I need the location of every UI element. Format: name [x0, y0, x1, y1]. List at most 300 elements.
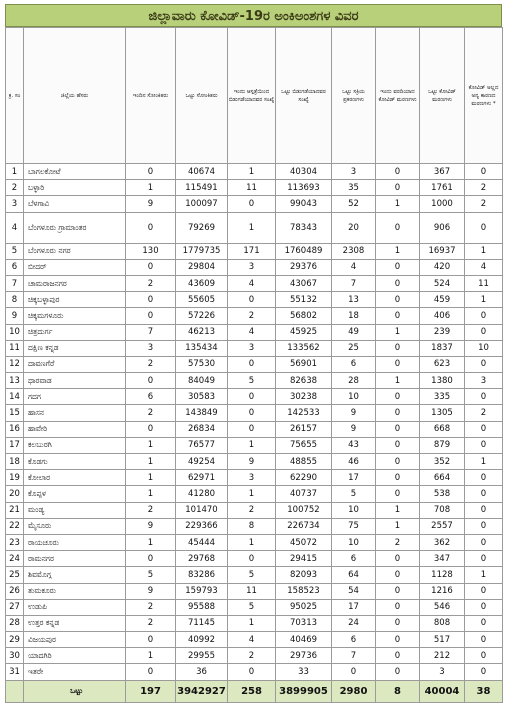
cell-today-discharged: 2: [228, 502, 276, 518]
cell-today-infected: 130: [126, 243, 176, 259]
cell-today-infected: 0: [126, 373, 176, 389]
cell-serial: 12: [6, 356, 24, 372]
cell-active-cases: 10: [332, 389, 376, 405]
cell-today-infected: 6: [126, 389, 176, 405]
cell-total-deaths: 1216: [420, 583, 465, 599]
cell-total-discharged: 62290: [276, 470, 332, 486]
cell-district: ಚಿಕ್ಕಮಗಳೂರು: [24, 308, 126, 324]
cell-serial: 15: [6, 405, 24, 421]
cell-today-infected: 0: [126, 164, 176, 180]
cell-total-infected: 40674: [176, 164, 228, 180]
total-total-deaths: 40004: [420, 680, 465, 702]
cell-total-infected: 29955: [176, 648, 228, 664]
cell-today-discharged: 0: [228, 292, 276, 308]
cell-total-discharged: 48855: [276, 454, 332, 470]
header-row: [6, 28, 503, 164]
cell-district: ಕಲಬುರಗಿ: [24, 437, 126, 453]
cell-serial: 30: [6, 648, 24, 664]
cell-today-discharged: 1: [228, 534, 276, 550]
total-total-discharged: 3899905: [276, 680, 332, 702]
cell-today-discharged: 0: [228, 551, 276, 567]
table-row: [6, 470, 503, 486]
cell-total-discharged: 29376: [276, 259, 332, 275]
cell-active-cases: 4: [332, 259, 376, 275]
cell-active-cases: 17: [332, 470, 376, 486]
table-row: [6, 615, 503, 631]
cell-today-infected: 0: [126, 292, 176, 308]
cell-today-deaths: 0: [376, 308, 420, 324]
total-active-cases: 2980: [332, 680, 376, 702]
cell-district: ದಕ್ಷಿಣ ಕನ್ನಡ: [24, 340, 126, 356]
cell-total-deaths: 420: [420, 259, 465, 275]
cell-today-infected: 1: [126, 454, 176, 470]
cell-active-cases: 49: [332, 324, 376, 340]
cell-district: ಬೀದರ್: [24, 259, 126, 275]
cell-today-infected: 0: [126, 308, 176, 324]
cell-total-deaths: 546: [420, 599, 465, 615]
cell-total-discharged: 113693: [276, 180, 332, 196]
cell-active-cases: 9: [332, 421, 376, 437]
cell-total-infected: 135434: [176, 340, 228, 356]
table-row: [6, 421, 503, 437]
cell-today-discharged: 0: [228, 405, 276, 421]
header-serial: ಕ್ರ. ಸಂ: [6, 28, 24, 164]
total-today-deaths: 8: [376, 680, 420, 702]
cell-district: ಬಾಗಲಕೋಟೆ: [24, 164, 126, 180]
cell-total-infected: 57530: [176, 356, 228, 372]
cell-non-covid-deaths: 2: [465, 180, 503, 196]
total-non-covid-deaths: 38: [465, 680, 503, 702]
cell-total-deaths: 362: [420, 534, 465, 550]
cell-total-deaths: 3: [420, 664, 465, 680]
cell-total-deaths: 1128: [420, 567, 465, 583]
cell-total-deaths: 367: [420, 164, 465, 180]
cell-today-infected: 1: [126, 437, 176, 453]
cell-total-infected: 57226: [176, 308, 228, 324]
cell-total-discharged: 158523: [276, 583, 332, 599]
total-district: ಒಟ್ಟು: [24, 680, 126, 702]
cell-non-covid-deaths: 2: [465, 405, 503, 421]
cell-active-cases: 6: [332, 551, 376, 567]
cell-active-cases: 7: [332, 648, 376, 664]
cell-active-cases: 25: [332, 340, 376, 356]
cell-non-covid-deaths: 0: [465, 615, 503, 631]
cell-total-discharged: 43067: [276, 275, 332, 291]
cell-active-cases: 54: [332, 583, 376, 599]
cell-today-infected: 2: [126, 502, 176, 518]
cell-today-deaths: 0: [376, 583, 420, 599]
cell-today-deaths: 0: [376, 664, 420, 680]
cell-active-cases: 75: [332, 518, 376, 534]
cell-serial: 31: [6, 664, 24, 680]
table-row: [6, 259, 503, 275]
cell-total-infected: 46213: [176, 324, 228, 340]
cell-total-discharged: 226734: [276, 518, 332, 534]
cell-active-cases: 3: [332, 164, 376, 180]
cell-total-discharged: 99043: [276, 196, 332, 212]
cell-total-infected: 29768: [176, 551, 228, 567]
cell-total-discharged: 40304: [276, 164, 332, 180]
cell-non-covid-deaths: 2: [465, 196, 503, 212]
cell-today-deaths: 0: [376, 599, 420, 615]
cell-today-discharged: 2: [228, 308, 276, 324]
cell-today-deaths: 0: [376, 259, 420, 275]
cell-total-deaths: 239: [420, 324, 465, 340]
cell-non-covid-deaths: 0: [465, 470, 503, 486]
cell-active-cases: 10: [332, 502, 376, 518]
cell-total-deaths: 347: [420, 551, 465, 567]
cell-district: ಇತರೇ: [24, 664, 126, 680]
header-today-infected: ಇಂದಿನ ಸೋಂಕಿತರು: [126, 28, 176, 164]
cell-total-deaths: 708: [420, 502, 465, 518]
table-row: [6, 324, 503, 340]
cell-today-discharged: 1: [228, 615, 276, 631]
cell-district: ಮೈಸೂರು: [24, 518, 126, 534]
cell-total-infected: 40992: [176, 632, 228, 648]
cell-today-infected: 9: [126, 196, 176, 212]
table-title: ಜಿಲ್ಲಾವಾರು ಕೋವಿಡ್-19ರ ಅಂಕಿಅಂಶಗಳ ವಿವರ: [5, 4, 502, 27]
cell-non-covid-deaths: 1: [465, 567, 503, 583]
cell-today-deaths: 0: [376, 180, 420, 196]
cell-today-deaths: 0: [376, 437, 420, 453]
cell-total-discharged: 29415: [276, 551, 332, 567]
cell-serial: 24: [6, 551, 24, 567]
cell-today-infected: 2: [126, 615, 176, 631]
cell-non-covid-deaths: 0: [465, 212, 503, 243]
cell-total-infected: 45444: [176, 534, 228, 550]
cell-district: ಹಾಸನ: [24, 405, 126, 421]
total-total-infected: 3942927: [176, 680, 228, 702]
cell-district: ಚಿಕ್ಕಬಳ್ಳಾಪುರ: [24, 292, 126, 308]
cell-active-cases: 6: [332, 632, 376, 648]
header-non-covid-deaths: ಕೋವಿಡ್ ಅಲ್ಲದ ಅನ್ಯ ಕಾರಣದ ಮರಣಗಳು *: [465, 28, 503, 164]
cell-today-discharged: 1: [228, 212, 276, 243]
cell-total-discharged: 95025: [276, 599, 332, 615]
cell-total-deaths: 664: [420, 470, 465, 486]
cell-today-deaths: 0: [376, 164, 420, 180]
cell-today-deaths: 1: [376, 243, 420, 259]
table-row: [6, 212, 503, 243]
cell-today-deaths: 0: [376, 551, 420, 567]
table-row: [6, 648, 503, 664]
cell-total-infected: 84049: [176, 373, 228, 389]
cell-total-infected: 76577: [176, 437, 228, 453]
cell-non-covid-deaths: 3: [465, 373, 503, 389]
cell-non-covid-deaths: 0: [465, 502, 503, 518]
cell-total-discharged: 56802: [276, 308, 332, 324]
table-row: [6, 599, 503, 615]
cell-today-deaths: 0: [376, 275, 420, 291]
cell-today-infected: 1: [126, 180, 176, 196]
cell-today-discharged: 9: [228, 454, 276, 470]
cell-total-discharged: 70313: [276, 615, 332, 631]
cell-active-cases: 35: [332, 180, 376, 196]
cell-active-cases: 52: [332, 196, 376, 212]
cell-serial: 19: [6, 470, 24, 486]
cell-active-cases: 2308: [332, 243, 376, 259]
table-row: [6, 180, 503, 196]
cell-today-infected: 0: [126, 551, 176, 567]
cell-total-infected: 83286: [176, 567, 228, 583]
cell-today-deaths: 0: [376, 212, 420, 243]
cell-total-deaths: 2557: [420, 518, 465, 534]
cell-today-deaths: 1: [376, 373, 420, 389]
cell-active-cases: 0: [332, 664, 376, 680]
cell-serial: 20: [6, 486, 24, 502]
total-serial: [6, 680, 24, 702]
cell-total-deaths: 879: [420, 437, 465, 453]
cell-serial: 27: [6, 599, 24, 615]
cell-total-infected: 115491: [176, 180, 228, 196]
cell-today-discharged: 0: [228, 664, 276, 680]
cell-serial: 5: [6, 243, 24, 259]
cell-today-infected: 0: [126, 212, 176, 243]
cell-non-covid-deaths: 0: [465, 599, 503, 615]
cell-today-discharged: 4: [228, 632, 276, 648]
cell-today-deaths: 0: [376, 470, 420, 486]
cell-today-discharged: 2: [228, 648, 276, 664]
table-row: [6, 437, 503, 453]
cell-total-infected: 55605: [176, 292, 228, 308]
table-row: [6, 308, 503, 324]
header-total-discharged: ಒಟ್ಟು ಬಿಡುಗಡೆಯಾದವರ ಸಂಖ್ಯೆ: [276, 28, 332, 164]
table-row: [6, 292, 503, 308]
cell-district: ಶಿವಮೊಗ್ಗ: [24, 567, 126, 583]
cell-today-discharged: 8: [228, 518, 276, 534]
cell-active-cases: 46: [332, 454, 376, 470]
cell-today-deaths: 1: [376, 518, 420, 534]
cell-non-covid-deaths: 1: [465, 243, 503, 259]
cell-serial: 14: [6, 389, 24, 405]
cell-total-discharged: 78343: [276, 212, 332, 243]
cell-total-infected: 100097: [176, 196, 228, 212]
cell-total-deaths: 1000: [420, 196, 465, 212]
cell-district: ಬಳ್ಳಾರಿ: [24, 180, 126, 196]
cell-total-deaths: 623: [420, 356, 465, 372]
cell-total-infected: 49254: [176, 454, 228, 470]
cell-today-infected: 2: [126, 405, 176, 421]
table-row: [6, 164, 503, 180]
cell-serial: 6: [6, 259, 24, 275]
cell-active-cases: 17: [332, 599, 376, 615]
table-row: [6, 356, 503, 372]
cell-active-cases: 20: [332, 212, 376, 243]
cell-district: ಬೆಂಗಳೂರು ಗ್ರಾಮಾಂತರ: [24, 212, 126, 243]
cell-today-discharged: 1: [228, 486, 276, 502]
table-row: [6, 583, 503, 599]
cell-serial: 4: [6, 212, 24, 243]
cell-district: ಹಾವೇರಿ: [24, 421, 126, 437]
cell-today-deaths: 0: [376, 405, 420, 421]
cell-active-cases: 6: [332, 356, 376, 372]
cell-serial: 13: [6, 373, 24, 389]
cell-non-covid-deaths: 0: [465, 324, 503, 340]
cell-total-discharged: 1760489: [276, 243, 332, 259]
cell-active-cases: 10: [332, 534, 376, 550]
cell-today-infected: 7: [126, 324, 176, 340]
cell-today-infected: 0: [126, 632, 176, 648]
cell-district: ಗದಗ: [24, 389, 126, 405]
cell-today-discharged: 4: [228, 275, 276, 291]
cell-active-cases: 43: [332, 437, 376, 453]
cell-total-infected: 1779735: [176, 243, 228, 259]
cell-district: ಕೊಪ್ಪಳ: [24, 486, 126, 502]
cell-active-cases: 9: [332, 405, 376, 421]
cell-today-discharged: 5: [228, 567, 276, 583]
cell-serial: 7: [6, 275, 24, 291]
cell-serial: 21: [6, 502, 24, 518]
cell-today-deaths: 0: [376, 648, 420, 664]
cell-today-discharged: 171: [228, 243, 276, 259]
cell-total-deaths: 459: [420, 292, 465, 308]
cell-active-cases: 13: [332, 292, 376, 308]
cell-non-covid-deaths: 1: [465, 292, 503, 308]
cell-today-deaths: 0: [376, 632, 420, 648]
cell-total-deaths: 1380: [420, 373, 465, 389]
cell-today-deaths: 0: [376, 567, 420, 583]
cell-total-infected: 159793: [176, 583, 228, 599]
table-row: [6, 389, 503, 405]
district-stats-table: [5, 27, 503, 703]
cell-total-infected: 101470: [176, 502, 228, 518]
cell-non-covid-deaths: 10: [465, 340, 503, 356]
cell-serial: 23: [6, 534, 24, 550]
cell-serial: 2: [6, 180, 24, 196]
cell-today-deaths: 1: [376, 324, 420, 340]
cell-today-deaths: 0: [376, 486, 420, 502]
cell-total-discharged: 40737: [276, 486, 332, 502]
cell-non-covid-deaths: 0: [465, 356, 503, 372]
cell-today-discharged: 5: [228, 599, 276, 615]
cell-total-deaths: 406: [420, 308, 465, 324]
cell-district: ರಾಯಚೂರು: [24, 534, 126, 550]
cell-total-infected: 79269: [176, 212, 228, 243]
table-row: [6, 551, 503, 567]
cell-active-cases: 7: [332, 275, 376, 291]
cell-district: ಉಡುಪಿ: [24, 599, 126, 615]
cell-today-deaths: 0: [376, 389, 420, 405]
cell-district: ಚಾಮರಾಜನಗರ: [24, 275, 126, 291]
cell-today-discharged: 4: [228, 324, 276, 340]
table-row: [6, 632, 503, 648]
header-active-cases: ಒಟ್ಟು ಸಕ್ರಿಯ ಪ್ರಕರಣಗಳು: [332, 28, 376, 164]
table-row: [6, 196, 503, 212]
cell-today-infected: 1: [126, 534, 176, 550]
cell-total-deaths: 1761: [420, 180, 465, 196]
cell-total-deaths: 517: [420, 632, 465, 648]
cell-serial: 18: [6, 454, 24, 470]
cell-serial: 3: [6, 196, 24, 212]
cell-today-infected: 3: [126, 340, 176, 356]
cell-today-infected: 1: [126, 486, 176, 502]
table-row: [6, 340, 503, 356]
cell-today-infected: 9: [126, 583, 176, 599]
cell-today-discharged: 5: [228, 373, 276, 389]
header-total-infected: ಒಟ್ಟು ಸೋಂಕಿತರು: [176, 28, 228, 164]
cell-today-deaths: 0: [376, 454, 420, 470]
header-total-deaths: ಒಟ್ಟು ಕೋವಿಡ್ ಮರಣಗಳು: [420, 28, 465, 164]
covid-stats-sheet: [5, 4, 502, 703]
cell-district: ಉತ್ತರ ಕನ್ನಡ: [24, 615, 126, 631]
cell-today-infected: 2: [126, 356, 176, 372]
cell-non-covid-deaths: 0: [465, 389, 503, 405]
cell-total-discharged: 142533: [276, 405, 332, 421]
header-district: ಜಿಲ್ಲೆಯ ಹೆಸರು: [24, 28, 126, 164]
cell-active-cases: 24: [332, 615, 376, 631]
cell-total-discharged: 75655: [276, 437, 332, 453]
cell-non-covid-deaths: 0: [465, 164, 503, 180]
cell-non-covid-deaths: 0: [465, 486, 503, 502]
cell-serial: 16: [6, 421, 24, 437]
table-row: [6, 373, 503, 389]
cell-non-covid-deaths: 0: [465, 518, 503, 534]
cell-non-covid-deaths: 0: [465, 437, 503, 453]
cell-total-deaths: 16937: [420, 243, 465, 259]
table-row: [6, 486, 503, 502]
cell-today-deaths: 0: [376, 615, 420, 631]
cell-total-discharged: 40469: [276, 632, 332, 648]
cell-total-deaths: 335: [420, 389, 465, 405]
cell-today-deaths: 0: [376, 292, 420, 308]
cell-serial: 25: [6, 567, 24, 583]
cell-today-infected: 1: [126, 470, 176, 486]
total-today-discharged: 258: [228, 680, 276, 702]
cell-total-deaths: 906: [420, 212, 465, 243]
cell-today-infected: 0: [126, 664, 176, 680]
cell-district: ಕೋಲಾರ: [24, 470, 126, 486]
cell-serial: 17: [6, 437, 24, 453]
cell-district: ತುಮಕೂರು: [24, 583, 126, 599]
cell-total-deaths: 1305: [420, 405, 465, 421]
cell-non-covid-deaths: 0: [465, 664, 503, 680]
cell-today-infected: 0: [126, 259, 176, 275]
table-row: [6, 405, 503, 421]
header-today-deaths: ಇಂದು ವರದಿಯಾದ ಕೋವಿಡ್ ಮರಣಗಳು: [376, 28, 420, 164]
cell-active-cases: 64: [332, 567, 376, 583]
cell-total-infected: 62971: [176, 470, 228, 486]
cell-district: ಚಿತ್ರದುರ್ಗ: [24, 324, 126, 340]
cell-serial: 8: [6, 292, 24, 308]
cell-today-discharged: 3: [228, 259, 276, 275]
table-body: [6, 164, 503, 703]
cell-today-discharged: 3: [228, 340, 276, 356]
cell-non-covid-deaths: 0: [465, 551, 503, 567]
cell-non-covid-deaths: 0: [465, 534, 503, 550]
cell-non-covid-deaths: 0: [465, 583, 503, 599]
cell-total-infected: 30583: [176, 389, 228, 405]
cell-non-covid-deaths: 0: [465, 308, 503, 324]
table-row: [6, 275, 503, 291]
cell-total-deaths: 352: [420, 454, 465, 470]
cell-today-deaths: 2: [376, 534, 420, 550]
cell-serial: 1: [6, 164, 24, 180]
cell-total-infected: 143849: [176, 405, 228, 421]
cell-today-deaths: 0: [376, 356, 420, 372]
cell-total-discharged: 100752: [276, 502, 332, 518]
cell-total-discharged: 45072: [276, 534, 332, 550]
table-row: [6, 664, 503, 680]
cell-total-deaths: 1837: [420, 340, 465, 356]
cell-total-discharged: 45925: [276, 324, 332, 340]
cell-total-infected: 29804: [176, 259, 228, 275]
cell-today-discharged: 0: [228, 389, 276, 405]
cell-active-cases: 5: [332, 486, 376, 502]
cell-total-infected: 26834: [176, 421, 228, 437]
table-row: [6, 534, 503, 550]
cell-total-deaths: 212: [420, 648, 465, 664]
cell-today-discharged: 1: [228, 437, 276, 453]
cell-today-infected: 2: [126, 599, 176, 615]
